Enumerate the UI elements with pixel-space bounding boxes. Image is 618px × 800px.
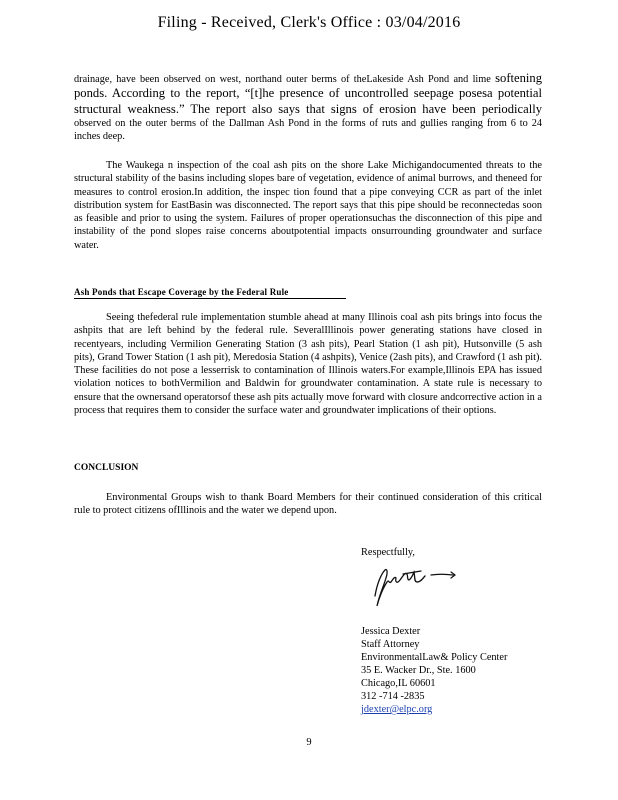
- filing-stamp-header: Filing - Received, Clerk's Office : 03/04/2016: [157, 14, 461, 31]
- signer-name: Jessica Dexter: [361, 626, 421, 637]
- signer-street-address: 35 E. Wacker Dr., Ste. 1600: [361, 665, 476, 676]
- paragraph-ash-pits-left-behind: Seeing thefederal rule implementation stumble ahead at many Illinois coal ash pits brings into focus the ashpits that are left behind by the federal rule. SeveralIllinois power generating stations have closed in recentyears, including Vermilion Generating Station (3 ash pits), Pearl Station (1 ash pit), Hutsonville (5 ash pits), Grand Tower Station (1 ash pit), Meredosia Station (4 ashpits), Venice (2ash pits), and Crawford (1 ash pit). These facilities do not pose a lesserrisk to contamination of Illinois waters.For example,Illinois EPA has issued violation notices to bothVermilion and Baldwin for groundwater contamination. A state rule is necessary to ensure that the ownersand operatorsof these ash pits actually move forward with closure andcorrective action in a process that requires them to consider the surface water and groundwater implications of their options.: [74, 312, 542, 417]
- paragraph-seepage-rest: observed on the outer berms of the Dallman Ash Pond in the forms of ruts and gullies ranging from 6 to 24 inches deep.: [74, 117, 542, 143]
- signer-organization: EnvironmentalLaw& Policy Center: [361, 652, 508, 663]
- heading-ash-ponds-escape: Ash Ponds that Escape Coverage by the Federal Rule: [74, 287, 346, 299]
- handwritten-signature: [367, 562, 467, 612]
- page-number: 9: [306, 737, 312, 748]
- signature-block: [361, 625, 507, 716]
- closing-respectfully: Respectfully,: [361, 547, 415, 558]
- paragraph-seepage-large-text: softening ponds. According to the report, “[t]he presence of uncontrolled seepage posesa potential structural weakness.” The report also says that signs of erosion have been periodically: [74, 71, 542, 116]
- signer-title: Staff Attorney: [361, 639, 420, 650]
- heading-conclusion: CONCLUSION: [74, 463, 139, 473]
- signer-email-link[interactable]: jdexter@elpc.org: [361, 704, 433, 715]
- paragraph-waukegan: The Waukega n inspection of the coal ash pits on the shore Lake Michigandocumented threats to the structural stability of the basins including slopes bare of vegetation, evidence of animal burrows, and theneed for measures to control erosion.In addition, the inspec tion found that a pipe conveying CCR as part of the inlet distribution system for EastBasin was disconnected. The report says that this pipe should be reconnectedas soon as feasible and prior to using the system. Failures of proper operationsuchas the disconnection of this pipe and instability of the pond slopes raise concerns aboutpotential impacts onsurrounding groundwater and surface water.: [74, 160, 542, 251]
- signer-city: Chicago,IL 60601: [361, 678, 436, 689]
- paragraph-conclusion: Environmental Groups wish to thank Board Members for their continued consideration of this critical rule to protect citizens ofIllinois and the water we depend upon.: [74, 492, 542, 517]
- signer-phone: 312 -714 -2835: [361, 691, 425, 702]
- paragraph-seepage-line1: drainage, have been observed on west, northand outer berms of theLakeside Ash Pond and lime: [74, 74, 491, 85]
- paragraph-seepage: [74, 71, 542, 143]
